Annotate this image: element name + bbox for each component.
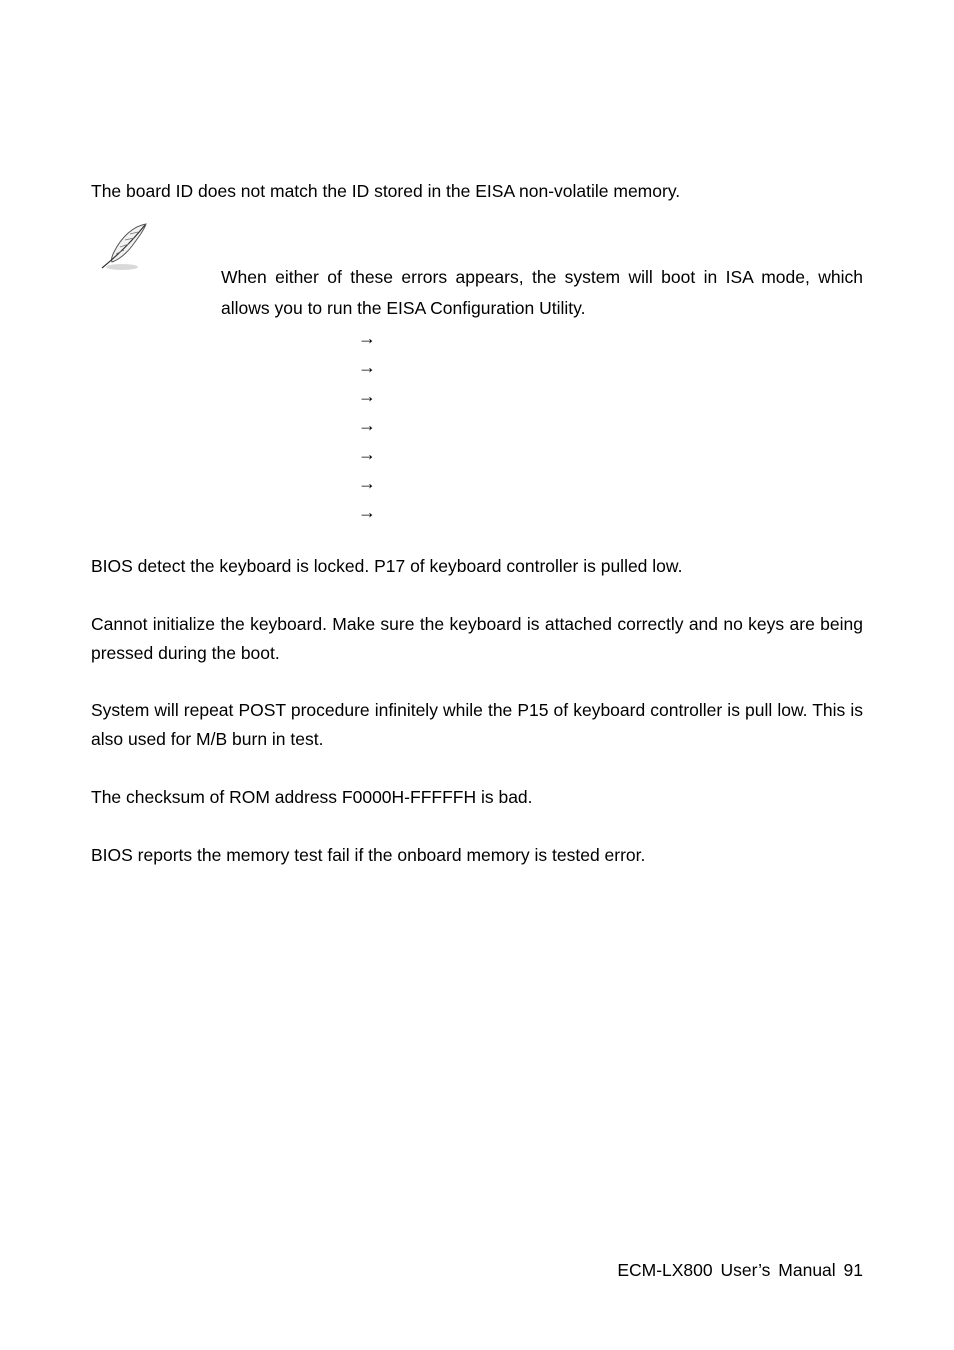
- arrow-glyph: →: [358, 357, 376, 377]
- paragraph-eisa-id-mismatch: The board ID does not match the ID stored in the EISA non-volatile memory.: [91, 181, 681, 201]
- arrow-glyph: →: [358, 502, 376, 522]
- arrow-glyph: →: [358, 328, 376, 348]
- paragraph-rom-checksum: The checksum of ROM address F0000H-FFFFFH is bad.: [91, 787, 533, 807]
- arrow-glyph: →: [358, 415, 376, 435]
- note-text: When either of these errors appears, the system will boot in ISA mode, which allows you to run the EISA Configuration Utility.: [221, 267, 863, 318]
- feather-quill-icon: [98, 222, 154, 274]
- paragraph-memory-test: BIOS reports the memory test fail if the onboard memory is tested error.: [91, 845, 646, 865]
- arrow-glyph: →: [358, 473, 376, 493]
- page-footer: ECM-LX800 User’s Manual 91: [617, 1260, 863, 1280]
- paragraph-keyboard-locked: BIOS detect the keyboard is locked. P17 of keyboard controller is pulled low.: [91, 556, 683, 576]
- paragraph-keyboard-init: Cannot initialize the keyboard. Make sure the keyboard is attached correctly and no keys are being pressed during the boot.: [91, 614, 863, 663]
- arrow-glyph: →: [358, 386, 376, 406]
- arrow-glyph: →: [358, 444, 376, 464]
- paragraph-post-repeat: System will repeat POST procedure infinitely while the P15 of keyboard controller is pull low. This is also used for M/B burn in test.: [91, 700, 863, 749]
